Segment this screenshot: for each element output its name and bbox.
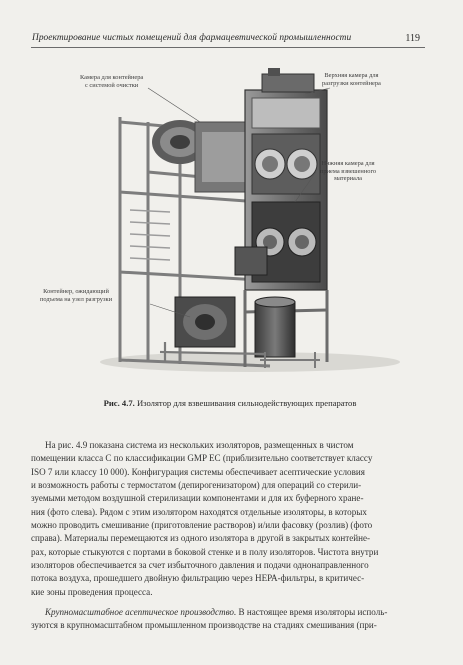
text-line: изоляторов обеспечивается за счет избыточного давления и подачи однонаправленного	[31, 560, 369, 571]
page-number: 119	[405, 33, 420, 44]
running-title: Проектирование чистых помещений для фармацевтической промышленности	[32, 33, 352, 43]
paragraph-2-lead: Крупномасштабное асептическое производство.	[45, 607, 237, 617]
callout-container-cleaning-chamber: Камера для контейнера с системой очистки	[80, 74, 144, 89]
callout-upper-unloading-chamber: Верхняя камера для разгрузки контейнера	[322, 72, 381, 87]
header-rule	[31, 47, 425, 48]
text-line: кие зоны проведения процесса.	[31, 586, 153, 597]
caption-label: Рис. 4.7.	[103, 398, 135, 408]
text-line: и возможность работы с термостатом (депирогенизатором) для операций со стерили-	[31, 480, 362, 491]
text-line: рах, которые стыкуются с портами в боковой стенке и в полу изоляторов. Чистота внутри	[31, 546, 379, 557]
text-line	[31, 606, 427, 619]
paragraph-2-rest: В настоящее время изоляторы исполь-	[236, 607, 388, 617]
callout-waiting-container: Контейнер, ожидающий подъема на узел разгрузки	[40, 288, 112, 303]
isolator-photo	[30, 62, 430, 382]
text-line: зуются в крупномасштабном промышленном производстве на стадиях смешивания (при-	[31, 620, 377, 631]
text-line: помещении класса С по классификации GMP ЕС (приблизительно соответствует классу	[31, 453, 373, 464]
text-line: потока воздуха, прошедшего двойную фильтрацию через НЕРА-фильтры, в критичес-	[31, 573, 365, 584]
text-line: можно проводить смешивание (приготовление растворов) и/или фасовку (розлив) (фото	[31, 520, 373, 531]
text-line: справа). Материалы перемещаются из одного изолятора в другой в закрытых контейне-	[31, 533, 371, 544]
callout-lower-receiving-chamber: Нижняя камера для приема взвешенного материала	[320, 160, 377, 183]
figure-caption	[30, 398, 430, 408]
caption-text: Изолятор для взвешивания сильнодействующих препаратов	[136, 398, 357, 408]
isolator-illustration	[30, 62, 430, 382]
text-line: зуемыми методом воздушной стерилизации компонентами и для их буферного хране-	[31, 493, 364, 504]
text-line: ния (фото слева). Рядом с этим изолятором находятся отдельные изоляторы, в которых	[31, 506, 367, 517]
paragraph-1	[31, 439, 427, 599]
paragraph-2	[31, 606, 427, 633]
text-line: На рис. 4.9 показана система из нескольких изоляторов, размещенных в чистом	[45, 440, 354, 450]
text-line: ISO 7 или классу 10 000). Конфигурация системы обеспечивает асептические условия	[31, 466, 365, 477]
